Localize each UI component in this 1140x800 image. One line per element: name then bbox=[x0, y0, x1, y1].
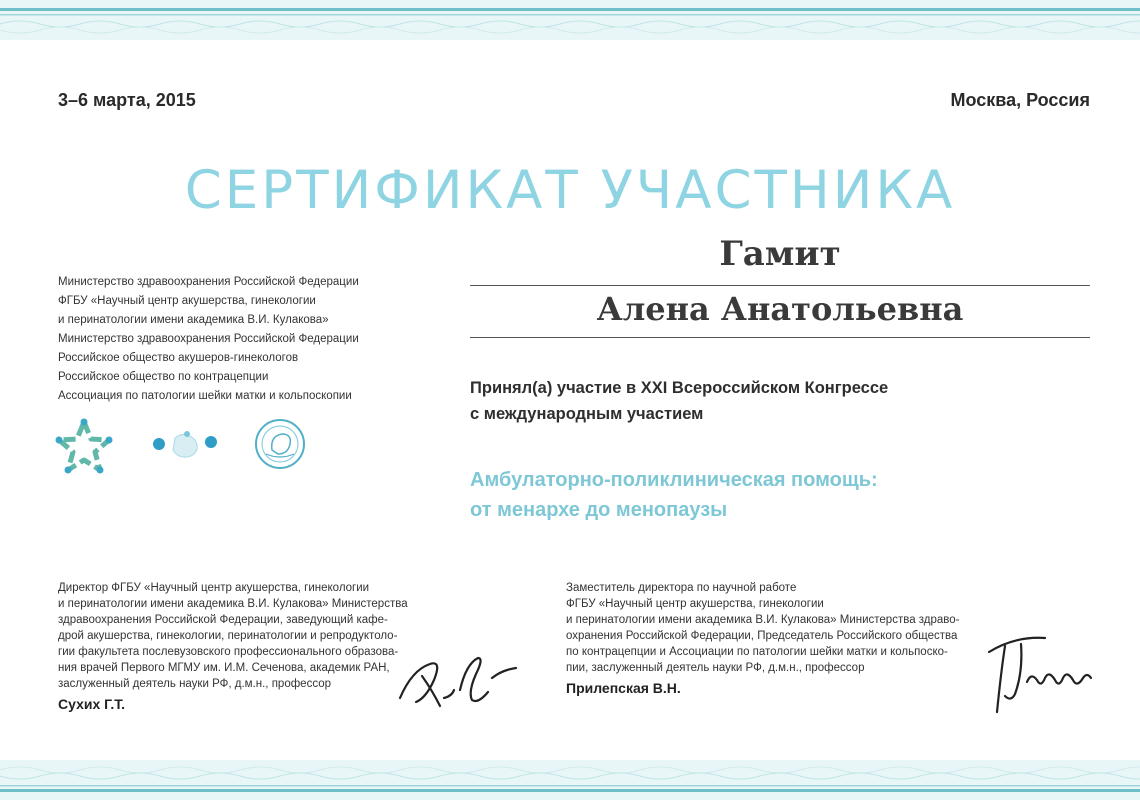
signatory-title-line: охранения Российской Федерации, Председатель Российского общества bbox=[566, 630, 958, 642]
signatory-title-line: по контрацепции и Ассоциации по патологии шейки матки и кольпоско- bbox=[566, 646, 948, 658]
signatory-title-line: Заместитель директора по научной работе bbox=[566, 582, 797, 594]
congress-topic bbox=[470, 465, 1090, 525]
organizer-line: Российское общество акушеров-гинекологов bbox=[58, 352, 299, 364]
right-signature-icon bbox=[975, 622, 1100, 722]
dots-logo-icon bbox=[153, 431, 217, 457]
given-names-underline bbox=[470, 337, 1090, 338]
organizer-line: Министерство здравоохранения Российской Федерации bbox=[58, 276, 359, 288]
signatory-title-line: здравоохранения Российской Федерации, заведующий кафе- bbox=[58, 614, 388, 626]
certificate-title: СЕРТИФИКАТ УЧАСТНИКА bbox=[184, 160, 956, 221]
organizer-line: ФГБУ «Научный центр акушерства, гинекологии bbox=[58, 295, 316, 307]
participation-line: с международным участием bbox=[470, 405, 704, 423]
organizers-list bbox=[58, 273, 388, 406]
participation-statement bbox=[470, 375, 1070, 427]
event-location: Москва, Россия bbox=[950, 90, 1090, 110]
event-date: 3–6 марта, 2015 bbox=[58, 90, 196, 110]
topic-line: от менархе до менопаузы bbox=[470, 499, 728, 521]
signatory-title-line: и перинатологии имени академика В.И. Кулакова» Министерства здраво- bbox=[566, 614, 960, 626]
participant-surname: Гамит bbox=[719, 234, 841, 274]
round-seal-logo-icon bbox=[256, 420, 304, 468]
top-ornament-band bbox=[0, 0, 1140, 40]
signatory-title-line: Директор ФГБУ «Научный центр акушерства, гинекологии bbox=[58, 582, 370, 594]
left-signature-icon bbox=[392, 640, 522, 715]
participant-given-names: Алена Анатольевна bbox=[596, 290, 964, 328]
signatory-title-line: ФГБУ «Научный центр акушерства, гинекологии bbox=[566, 598, 824, 610]
right-signatory bbox=[566, 580, 986, 696]
signatory-title-line: ния врачей Первого МГМУ им. И.М. Сеченова, академик РАН, bbox=[58, 662, 390, 674]
signatory-name: Сухих Г.Т. bbox=[58, 696, 126, 712]
organizer-line: Российское общество по контрацепции bbox=[58, 371, 269, 383]
topic-line: Амбулаторно-поликлиническая помощь: bbox=[470, 469, 878, 491]
left-signatory bbox=[58, 580, 438, 712]
organizer-logos bbox=[52, 418, 382, 478]
organizer-line: Министерство здравоохранения Российской Федерации bbox=[58, 333, 359, 345]
signatory-title-line: заслуженный деятель науки РФ, д.м.н., профессор bbox=[58, 678, 331, 690]
signatory-name: Прилепская В.Н. bbox=[566, 680, 681, 696]
signatory-title-line: пии, заслуженный деятель науки РФ, д.м.н., профессор bbox=[566, 662, 865, 674]
organizer-line: и перинатологии имени академика В.И. Кулакова» bbox=[58, 314, 329, 326]
signatory-title-line: дрой акушерства, гинекологии, перинатологии и репродуктоло- bbox=[58, 630, 398, 642]
signatory-title-line: гии факультета послевузовского профессионального образова- bbox=[58, 646, 399, 658]
bottom-ornament-band bbox=[0, 760, 1140, 800]
surname-underline bbox=[470, 285, 1090, 286]
organizer-line: Ассоциация по патологии шейки матки и кольпоскопии bbox=[58, 390, 352, 402]
signatory-title-line: и перинатологии имени академика В.И. Кулакова» Министерства bbox=[58, 598, 408, 610]
star-logo-icon bbox=[56, 419, 113, 474]
participation-line: Принял(а) участие в XXI Всероссийском Конгрессе bbox=[470, 379, 889, 397]
